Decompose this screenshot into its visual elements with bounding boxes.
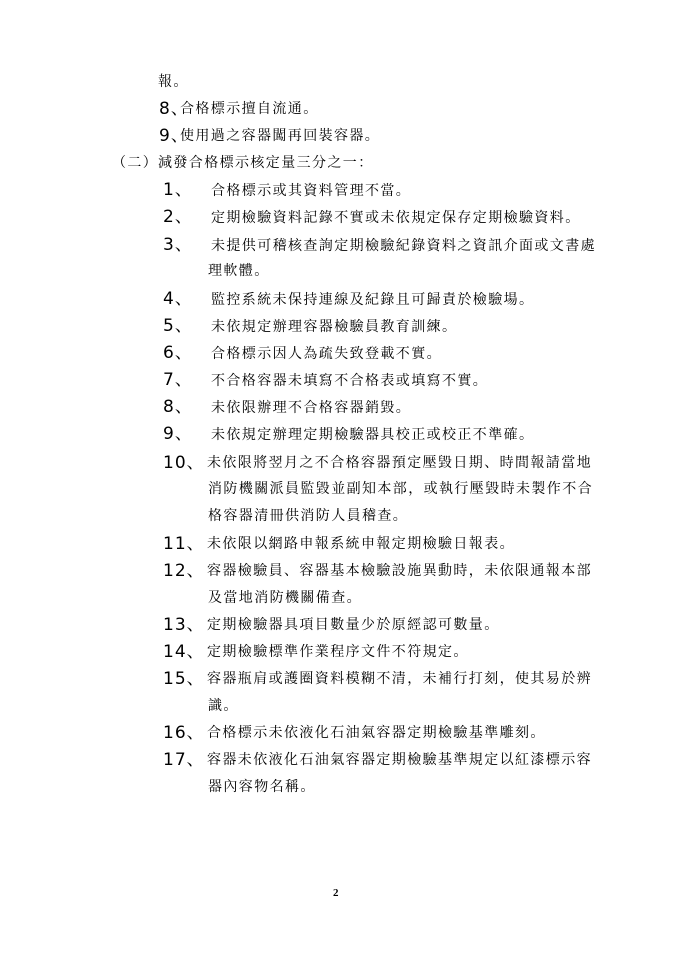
- continued-text: 報。: [158, 74, 189, 90]
- item-number: 6、: [163, 343, 193, 363]
- item-number: 11、: [163, 534, 205, 554]
- item-number: 14、: [163, 642, 205, 662]
- item-text-continued: 識。: [208, 698, 239, 714]
- item-text-continued: 格容器清冊供消防人員稽查。: [208, 508, 409, 524]
- item-text-continued: 及當地消防機關備查。: [208, 590, 362, 606]
- item-number: 2、: [163, 207, 193, 227]
- item-number: 4、: [163, 289, 193, 309]
- item-number: 12、: [163, 561, 205, 581]
- item-text: 合格標示未依液化石油氣容器定期檢驗基準雕刻。: [207, 725, 546, 741]
- item-text: 容器未依液化石油氣容器定期檢驗基準規定以紅漆標示容: [207, 752, 592, 768]
- item-text: 定期檢驗器具項目數量少於原經認可數量。: [207, 617, 500, 633]
- item-text: 定期檢驗標準作業程序文件不符規定。: [207, 644, 469, 660]
- item-number: 17、: [163, 750, 205, 770]
- item-number: 10、: [163, 453, 205, 473]
- item-number: 3、: [163, 235, 193, 255]
- section-label: （二）: [112, 155, 159, 171]
- item-number: 9、: [163, 424, 193, 444]
- item-text: 不合格容器未填寫不合格表或填寫不實。: [211, 373, 489, 389]
- item-text-continued: 消防機關派員監毀並副知本部，或執行壓毀時未製作不合: [208, 481, 593, 497]
- item-text: 未依限辦理不合格容器銷毀。: [211, 400, 412, 416]
- item-text: 未依規定辦理容器檢驗員教育訓練。: [211, 319, 458, 335]
- item-number: 13、: [163, 615, 205, 635]
- item-number: 5、: [163, 316, 193, 336]
- item-text: 合格標示擅自流通。: [180, 101, 319, 117]
- item-number: 9、: [159, 126, 189, 146]
- item-number: 15、: [163, 669, 205, 689]
- item-text: 未提供可稽核查詢定期檢驗紀錄資料之資訊介面或文書處: [211, 238, 596, 254]
- item-text: 容器檢驗員、容器基本檢驗設施異動時，未依限通報本部: [207, 563, 592, 579]
- item-text: 監控系統未保持連線及紀錄且可歸責於檢驗場。: [211, 292, 535, 308]
- item-text: 容器瓶肩或護圈資料模糊不清，未補行打刻，使其易於辨: [207, 671, 592, 687]
- item-text: 合格標示或其資料管理不當。: [211, 183, 412, 199]
- item-text: 未依規定辦理定期檢驗器具校正或校正不準確。: [211, 427, 535, 443]
- item-text-continued: 器內容物名稱。: [208, 779, 316, 795]
- item-number: 16、: [163, 723, 205, 743]
- item-text: 定期檢驗資料記錄不實或未依規定保存定期檢驗資料。: [211, 210, 581, 226]
- item-number: 7、: [163, 370, 193, 390]
- item-text: 合格標示因人為疏失致登載不實。: [211, 346, 442, 362]
- item-text: 使用過之容器闖再回裝容器。: [180, 128, 381, 144]
- page-number: 2: [333, 887, 339, 899]
- item-text: 未依限將翌月之不合格容器預定壓毀日期、時間報請當地: [207, 455, 592, 471]
- item-number: 8、: [163, 397, 193, 417]
- section-title: 減發合格標示核定量三分之一：: [158, 155, 374, 171]
- item-text-continued: 理軟體。: [208, 263, 270, 279]
- item-number: 8、: [159, 99, 189, 119]
- item-text: 未依限以網路申報系統申報定期檢驗日報表。: [207, 536, 515, 552]
- item-number: 1、: [163, 180, 193, 200]
